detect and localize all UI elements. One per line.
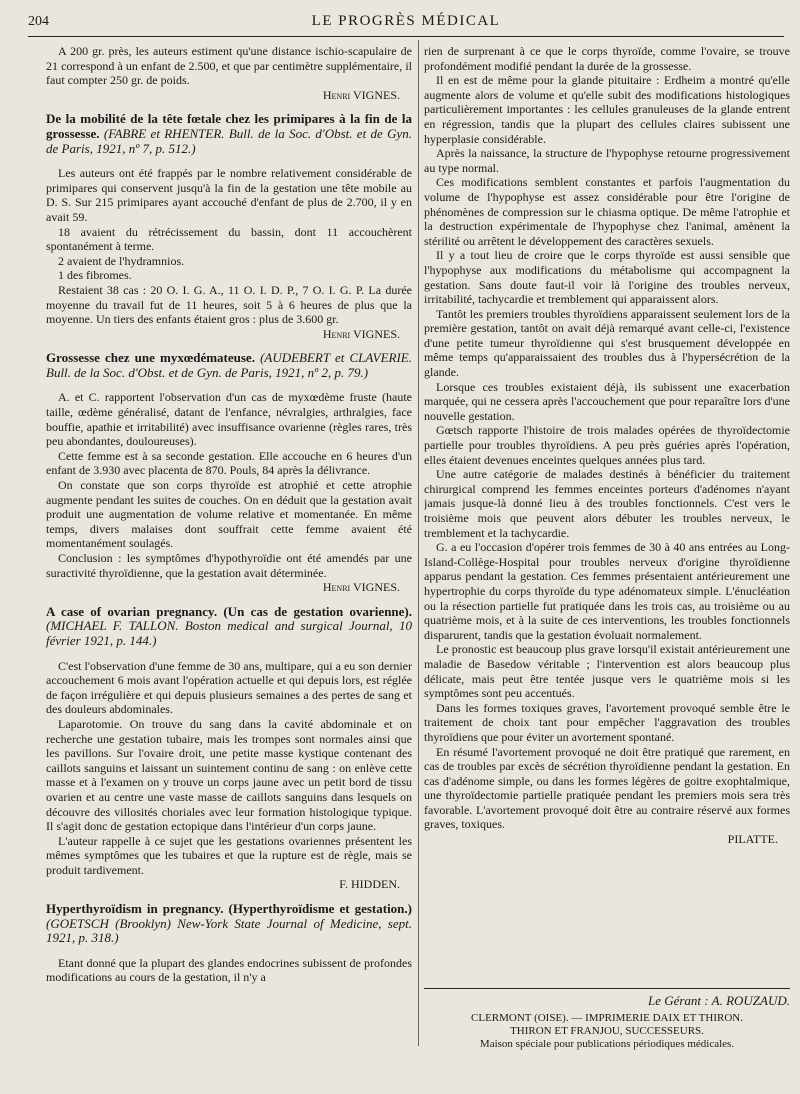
left-column — [46, 44, 412, 985]
article-4-paragraph: Ces modifications semblent constantes et parfois l'augmentation du volume de l'hypophyse est assez considérable pour être l'origine de phénomènes de compression sur le chiasma optique. De même l'atrophie et la destruction expérimentale de l'hypophyse chez l'animal, amènent la stérilité ou arrêtent le développement des caractères sexuels. — [424, 175, 790, 248]
article-2-paragraph: Cette femme est à sa seconde gestation. Elle accouche en 6 heures d'un enfant de 3.930 avec placenta de 870. Pouls, 84 après la délivrance. — [46, 448, 412, 478]
page-number: 204 — [28, 14, 49, 29]
article-4-paragraph: Une autre catégorie de malades destinés à bénéficier du traitement chirurgical comprend les femmes enceintes porteurs d'adénomes n'ayant jamais jusque-là donné lieu à des troubles fonctionnels. C'est vers le troisième mois que peuvent alors débuter les troubles nerveux, le tremblement et la tachycardie. — [424, 467, 790, 540]
column-divider — [418, 40, 419, 1046]
article-2-signature: Henri VIGNES. — [322, 580, 400, 595]
article-4-paragraph: Il y a tout lieu de croire que le corps thyroïde est aussi sensible que l'hypophyse aux modifications du métabolisme qui accompagnent la gestation. Sans doute faut-il voir là l'origine des troubles nerveux, irritabilité, tachycardie et tremblement qui apparaissent alors. — [424, 248, 790, 307]
article-3-paragraph: Laparotomie. On trouve du sang dans la cavité abdominale et on recherche une gestation tubaire, mais les trompes sont normales ainsi que les pavillons. Sur l'ovaire droit, une petite masse kystique contenant des caillots sanguins et laissant un suintement continu de sang : on enlève cette masse et à l'examen on y trouve un corps jaune avec un petit bord de tissu ovarien et au centre une vaste masse de caillots sanguins dans lesquels on découvre des villosités choriales avec leur formation histologique typique. Il s'agit donc de gestation ectopique dans l'intérieur d'un corps jaune. — [46, 716, 412, 834]
article-4-paragraph: G. a eu l'occasion d'opérer trois femmes de 30 à 40 ans entrées au Long-Island-Collège-Hospital pour troubles nerveux d'origine thyroïdienne apparus pendant la gestation. Ces femmes présentaient antérieurement une hypertrophie du corps thyroïde du type adénomateux simple. L'énucléation ou la résection partielle fut pratiquée dans les trois cas, au troisième ou au quatrième mois, et à la suite de ces interventions, les troubles fonctionnels disparurent, tandis que la gestation évoluait normalement. — [424, 540, 790, 642]
right-column — [424, 44, 790, 984]
article-4-paragraph: Lorsque ces troubles existaient déjà, ils subissent une exacerbation marquée, qui ne cessera après l'accouchement que pour reparaître lors d'une nouvelle gestation. — [424, 379, 790, 423]
journal-title: LE PROGRÈS MÉDICAL — [311, 13, 501, 29]
printer-line: Maison spéciale pour publications périodiques médicales. — [479, 1038, 735, 1050]
intro-signature: Henri VIGNES. — [322, 87, 400, 102]
article-4-source: (GOETSCH (Brooklyn) New-York State Journal of Medicine, sept. 1921, p. 318.) — [46, 915, 412, 946]
printer-line: CLERMONT (OISE). — IMPRIMERIE DAIX ET THIRON. — [471, 1012, 743, 1024]
article-1-paragraph: 18 avaient du rétrécissement du bassin, dont 11 accouchèrent spontanément à terme. — [46, 224, 412, 254]
article-4-paragraph: Etant donné que la plupart des glandes endocrines subissent de profondes modifications au cours de la gestation, il n'y a — [46, 955, 412, 985]
article-3-heading — [46, 605, 412, 649]
article-2-heading — [46, 351, 412, 380]
article-2-title: Grossesse chez une myxœdémateuse. — [46, 350, 255, 366]
article-4-paragraph: En résumé l'avortement provoqué ne doit être pratiqué que rarement, en cas de troubles par excès de sécrétion thyroïdienne pendant la gestation. En cas d'adénome simple, ou dans les formes légères de goitre exophtalmique, une thyroïdectomie partielle pratiquée pendant les premiers mois sera très favorable. L'avortement provoqué doit être au contraire réservé aux formes graves, toxiques. — [424, 744, 790, 832]
article-1-signature: Henri VIGNES. — [322, 326, 400, 341]
article-1-paragraph: Restaient 38 cas : 20 O. I. G. A., 11 O. I. D. P., 7 O. I. G. P. La durée moyenne du travail fut de 11 heures, soit 5 à 6 heures de plus que la moyenne. Un tiers des enfants étaient gros : plus de 3.600 gr. — [46, 282, 412, 327]
article-3-signature: F. HIDDEN. — [339, 877, 400, 892]
article-4-heading — [46, 902, 412, 946]
article-4-paragraph: Tantôt les premiers troubles thyroïdiens apparaissent seulement lors de la première gestation, tantôt on avait déjà remarqué avant celle-ci, l'existence d'une petite tumeur thyroïdienne qui s'est brusquement développée en même temps qu'apparaissaient des troubles dus à l'hypersécrétion de la glande. — [424, 306, 790, 380]
article-3-title: A case of ovarian pregnancy. (Un cas de gestation ovarienne). — [46, 603, 412, 619]
continued-paragraph: rien de surprenant à ce que le corps thyroïde, comme l'ovaire, se trouve profondément modifié pendant la durée de la grossesse. — [424, 44, 790, 73]
article-2-source: (AUDEBERT et CLAVERIE. Bull. de la Soc. d'Obst. et de Gyn. de Paris, 1921, nº 2, p. 79.) — [46, 350, 412, 380]
article-1-title: De la mobilité de la tête fœtale chez les primipares à la fin de la grossesse. — [46, 111, 412, 141]
article-1-paragraph: 2 avaient de l'hydramnios. — [58, 253, 185, 268]
article-4-paragraph: Il en est de même pour la glande pituitaire : Erdheim a montré qu'elle augmente alors de volume et qu'elle subit des modifications histologiques particulièrement importantes : les cellules granuleuses de la glande entrent en régression, tandis que la plupart des cellules claires subissent une hyperplasie considérable. — [424, 73, 790, 146]
article-3-paragraph: L'auteur rappelle à ce sujet que les gestations ovariennes présentent les mêmes symptômes que les tubaires et que la rupture est de règle, mais se produit tardivement. — [46, 833, 412, 877]
article-2-paragraph: On constate que son corps thyroïde est atrophié et cette atrophie augmente pendant les suites de couches. On en déduit que la gestation avait produit une augmentation de volume relative et momentanée. En même temps, divers malaises dont souffrait cette femme avaient été momentanément soulagés. — [46, 478, 412, 551]
article-1-heading — [46, 112, 412, 156]
article-1-paragraph: 1 des fibromes. — [58, 268, 132, 283]
gerant-line: Le Gérant : A. ROUZAUD. — [424, 988, 790, 1009]
page-header — [28, 10, 784, 37]
article-4-title: Hyperthyroïdism in pregnancy. (Hyperthyroïdisme et gestation.) — [46, 901, 412, 917]
article-4-paragraph: Après la naissance, la structure de l'hypophyse retourne progressivement au type normal. — [424, 146, 790, 175]
article-3-paragraph: C'est l'observation d'une femme de 30 ans, multipare, qui a eu son dernier accouchement 6 mois avant l'opération actuelle et qui depuis lors, est réglée de façon irrégulière et qui depuis plusieurs semaines a des pertes de sang et des douleurs abdominales. — [46, 658, 412, 717]
article-4-paragraph: Dans les formes toxiques graves, l'avortement provoqué semble être le traitement de choix tant pour empêcher l'aggravation des troubles thyroïdiens que pour éviter un avortement spontané. — [424, 700, 790, 744]
article-2-paragraph: A. et C. rapportent l'observation d'un cas de myxœdème fruste (haute taille, œdème généralisé, datant de l'enfance, névralgies, arthralgies, face bouffie, apathie et irritabilité) avec insuffisance ovarienne (règles rares, très peu abondantes, douloureuses). — [46, 390, 412, 449]
article-4-signature: PILATTE. — [727, 832, 778, 847]
printer-line: THIRON ET FRANJOU, SUCCESSEURS. — [510, 1025, 704, 1037]
article-3-source: (MICHAEL F. TALLON. Boston medical and surgical Journal, 10 février 1921, p. 144.) — [46, 618, 412, 648]
article-1-paragraph: Les auteurs ont été frappés par le nombre relativement considérable de primipares qui conservent jusqu'à la fin de la gestation une tête mobile au D. S. Sur 215 primipares ayant accouché d'enfant de plus de 2.700, il y en avait 59. — [46, 166, 412, 224]
article-4-paragraph: Gœtsch rapporte l'histoire de trois malades opérées de thyroïdectomie partielle pour troubles thyroïdiens. A peu près guéries après l'opération, elles étaient devenues enceintes quelques années plus tard. — [424, 423, 790, 467]
printer-imprint — [424, 1012, 790, 1051]
article-4-paragraph: Le pronostic est beaucoup plus grave lorsqu'il existait antérieurement une maladie de Basedow véritable ; l'intervention est alors beaucoup plus délicate, mais peut être tentée jusque vers le quatrième mois si les symptômes sont peu accentués. — [424, 642, 790, 701]
article-2-paragraph: Conclusion : les symptômes d'hypothyroïdie ont été amendés par une suractivité thyroïdienne, que la gestation avait déterminée. — [46, 551, 412, 580]
intro-paragraph: A 200 gr. près, les auteurs estiment qu'une distance ischio-scapulaire de 21 correspond à un enfant de 2.500, et que par centimètre supplémentaire, il faut compter 250 gr. de poids. — [46, 44, 412, 88]
article-1-source: (FABRE et RHENTER. Bull. de la Soc. d'Obst. et de Gyn. de Paris, 1921, nº 7, p. 512.) — [46, 125, 412, 156]
